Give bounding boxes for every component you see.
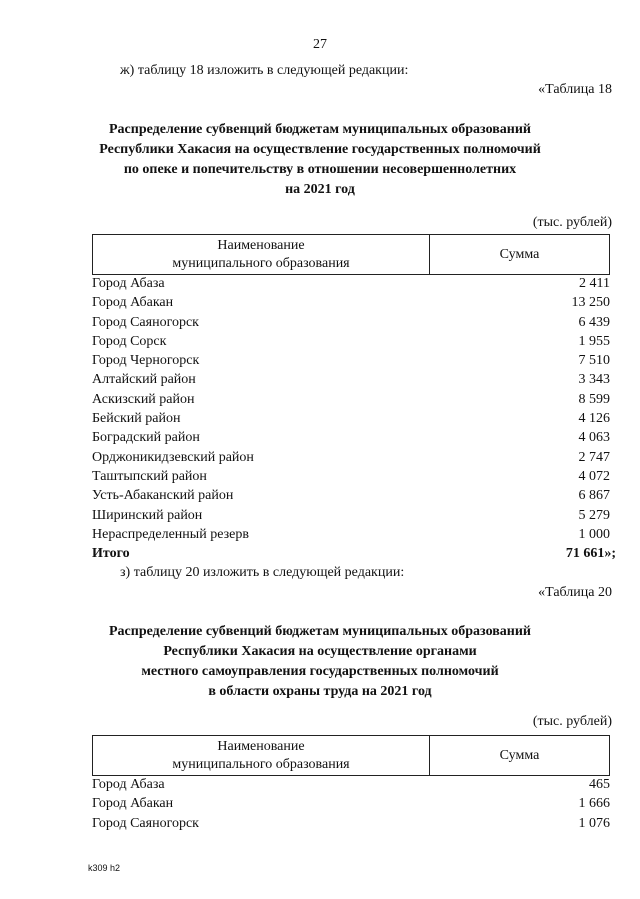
table-row xyxy=(92,390,610,409)
row-name: Город Сорск xyxy=(92,333,167,349)
table-18-title xyxy=(60,120,580,200)
header-sum-cell: Сумма xyxy=(430,736,610,776)
table-label-18: «Таблица 18 xyxy=(538,82,612,97)
table-row xyxy=(92,525,610,544)
title-line: Республики Хакасия на осуществление государственных полномочий xyxy=(99,142,541,157)
table-row xyxy=(92,332,610,351)
row-sum: 1 955 xyxy=(578,333,610,349)
title-line: Распределение субвенций бюджетам муниципальных образований xyxy=(109,624,531,639)
row-sum: 7 510 xyxy=(578,353,610,369)
title-line: на 2021 год xyxy=(285,182,355,197)
header-name-cell xyxy=(93,235,430,275)
table-row xyxy=(92,506,610,525)
row-name: Таштыпский район xyxy=(92,468,207,484)
table-20-header xyxy=(92,735,610,776)
row-sum: 5 279 xyxy=(578,507,610,523)
row-sum: 4 126 xyxy=(578,411,610,427)
row-name: Город Абаза xyxy=(92,276,165,291)
units-label: (тыс. рублей) xyxy=(532,215,612,230)
row-sum: 1 666 xyxy=(578,796,610,812)
table-row xyxy=(92,313,610,332)
row-name: Усть-Абаканский район xyxy=(92,488,234,504)
header-name-line2: муниципального образования xyxy=(172,255,350,271)
header-name-cell xyxy=(93,736,430,776)
row-sum: 6 439 xyxy=(578,314,610,330)
table-18-body xyxy=(92,274,616,563)
table-row xyxy=(92,409,610,428)
table-row xyxy=(92,293,610,312)
table-row xyxy=(92,467,610,486)
table-row xyxy=(92,486,610,505)
row-name: Город Абакан xyxy=(92,796,174,812)
footer-code: k309 h2 xyxy=(88,863,121,873)
instruction-zh: ж) таблицу 18 изложить в следующей редакции: xyxy=(120,63,409,78)
row-name: Город Абакан xyxy=(92,295,174,311)
table-row xyxy=(92,794,610,813)
total-label: Итого xyxy=(92,546,130,562)
title-line: по опеке и попечительству в отношении несовершеннолетних xyxy=(123,162,517,177)
row-name: Город Саяногорск xyxy=(92,815,199,831)
table-18-header xyxy=(92,234,610,275)
row-sum: 3 343 xyxy=(578,372,610,388)
header-name-line2: муниципального образования xyxy=(172,756,350,772)
table-row xyxy=(92,351,610,370)
title-line: местного самоуправления государственных полномочий xyxy=(141,664,499,679)
row-name: Город Саяногорск xyxy=(92,314,199,330)
row-sum: 1 076 xyxy=(578,815,610,831)
row-name: Город Черногорск xyxy=(92,353,200,369)
row-sum: 6 867 xyxy=(578,488,610,504)
row-name: Орджоникидзевский район xyxy=(92,449,254,465)
row-name: Ширинский район xyxy=(92,507,203,523)
row-name: Алтайский район xyxy=(92,372,196,388)
row-sum: 8 599 xyxy=(578,391,610,407)
total-row xyxy=(92,544,616,563)
header-name-line1: Наименование xyxy=(217,738,305,754)
page-number: 27 xyxy=(313,37,327,52)
row-sum: 2 411 xyxy=(579,276,610,291)
row-sum: 13 250 xyxy=(571,295,610,311)
row-sum: 465 xyxy=(589,777,610,792)
row-sum: 4 072 xyxy=(578,468,610,484)
table-20-body xyxy=(92,775,610,833)
table-row xyxy=(92,274,610,293)
table-row xyxy=(92,448,610,467)
row-name: Аскизский район xyxy=(92,391,195,407)
title-line: Распределение субвенций бюджетам муниципальных образований xyxy=(109,122,531,137)
title-line: в области охраны труда на 2021 год xyxy=(208,684,432,699)
table-label-20: «Таблица 20 xyxy=(538,585,612,600)
row-sum: 2 747 xyxy=(578,449,610,465)
row-sum: 1 000 xyxy=(578,526,610,542)
instruction-z: з) таблицу 20 изложить в следующей редакции: xyxy=(120,565,405,580)
header-sum-cell: Сумма xyxy=(430,235,610,275)
units-label: (тыс. рублей) xyxy=(532,714,612,729)
row-name: Бейский район xyxy=(92,411,181,427)
row-name: Город Абаза xyxy=(92,777,165,792)
table-row xyxy=(92,814,610,833)
table-row xyxy=(92,428,610,447)
table-20-title xyxy=(60,622,580,702)
row-name: Боградский район xyxy=(92,430,200,446)
row-name: Нераспределенный резерв xyxy=(92,526,249,542)
table-row xyxy=(92,370,610,389)
total-sum: 71 661»; xyxy=(565,546,616,562)
table-row xyxy=(92,775,610,794)
title-line: Республики Хакасия на осуществление органами xyxy=(163,644,477,659)
row-sum: 4 063 xyxy=(578,430,610,446)
header-name-line1: Наименование xyxy=(217,237,305,253)
